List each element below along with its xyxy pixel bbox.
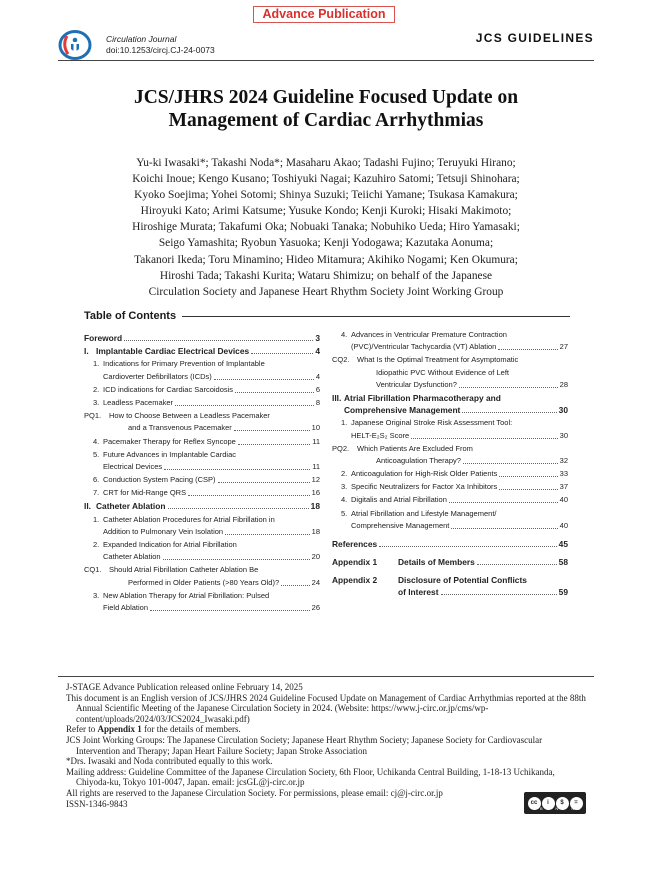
author-line: Hiroshi Tada; Takashi Kurita; Wataru Shimizu; on behalf of the Japanese [159,269,493,282]
toc-page-number: 16 [311,488,320,498]
toc-leader-dots [281,585,310,586]
cc-icon: cc [528,797,541,810]
toc-leader-dots [411,438,557,439]
author-line: Hiroshige Murata; Takafumi Oka; Nobuaki Tanaka; Nobuhiko Ueda; Hiro Yamasaki; [132,221,520,234]
toc-entry-text: Conduction System Pacing (CSP) [103,475,216,485]
toc-entry-number: Appendix 1 [332,556,378,567]
toc-entry-number: 5. [341,508,348,518]
toc-entry-text: Specific Neutralizers for Factor Xa Inhibitors [351,482,498,492]
toc-entry[interactable] [332,539,568,549]
toc-entry[interactable] [332,444,568,466]
author-line: Hiroyuki Kato; Arimi Katsume; Yusuke Kondo; Kenji Kuroki; Hisaki Makimoto; [140,205,512,218]
footnote-refer-pre: Refer to [66,724,98,735]
toc-leader-dots [218,482,310,483]
toc-column-right [332,330,568,600]
footnote-refer [66,724,588,735]
toc-entry-text: Pacemaker Therapy for Reflex Syncope [103,436,236,446]
toc-entry[interactable] [84,346,320,356]
toc-heading-text: Table of Contents [84,310,177,322]
toc-entry-text: Future Advances in Implantable Cardiac [103,449,236,459]
toc-leader-dots [499,476,557,477]
toc-entry-text: Idiopathic PVC Without Evidence of Left [376,367,509,377]
toc-entry-text: Which Patients Are Excluded From [357,443,473,453]
toc-entry-line [84,603,320,613]
toc-entry-line [332,355,568,365]
toc-entry-line [332,330,568,340]
toc-entry-line [332,380,568,390]
toc-entry-line [332,509,568,519]
toc-leader-dots [449,502,558,503]
toc-entry-text: Ventricular Dysfunction? [376,379,457,389]
toc-entry-text: and a Transvenous Pacemaker [128,423,232,433]
toc-leader-dots [234,430,310,431]
toc-entry-line [84,450,320,460]
footnote-refer-post: for the details of members. [141,724,241,735]
toc-page-number: 58 [558,556,568,567]
toc-leader-dots [499,489,557,490]
toc-entry-line [84,385,320,395]
toc-entry-line [84,565,320,575]
toc-entry-text: HELT-E₂S₂ Score [351,430,410,440]
toc-entry[interactable] [84,333,320,343]
nd-icon: = [570,797,583,810]
toc-entry-text: Expanded Indication for Atrial Fibrillation [103,540,237,549]
toc-entry-text: Comprehensive Management [351,520,450,530]
toc-page-number: 8 [315,397,320,407]
toc-entry-line [84,437,320,447]
toc-entry[interactable] [332,509,568,531]
toc-entry-number: Appendix 2 [332,574,378,585]
toc-entry-number: 2. [93,384,100,394]
toc-entry-text: ICD indications for Cardiac Sarcoidosis [103,384,234,394]
toc-page-number: 33 [559,469,568,479]
toc-page-number: 30 [559,430,568,440]
journal-name: Circulation Journal [106,34,177,44]
toc-leader-dots [451,528,557,529]
toc-entry-text: What Is the Optimal Treatment for Asymptomatic [357,355,519,365]
toc-leader-dots [175,405,314,406]
toc-entry-text: Digitalis and Atrial Fibrillation [351,495,447,505]
toc-entry-text: CRT for Mid-Range QRS [103,488,187,498]
doi: doi:10.1253/circj.CJ-24-0073 [106,45,215,55]
toc-entry[interactable] [84,437,320,447]
toc-page-number: 18 [311,526,320,536]
toc-leader-dots [150,610,310,611]
toc-entry-line [84,488,320,498]
toc-entry[interactable] [84,450,320,472]
toc-entry-line [332,431,568,441]
toc-entry-number: 2. [341,469,348,479]
toc-page-number: 28 [559,379,568,389]
toc-entry[interactable] [84,540,320,562]
toc-entry[interactable] [84,359,320,381]
author-line: Seigo Yamashita; Ryobun Yasuoka; Kenji Yodogawa; Kazutaka Aonuma; [158,237,494,250]
toc-page-number: 11 [312,436,320,446]
footnote-working-groups: JCS Joint Working Groups: The Japanese Circulation Society; Japanese Heart Rhythm Society; Japanese Society for Cardiovascular Intervention and Therapy; Japan Heart Failure Society; Japan Stroke Association [66,734,543,756]
toc-entry-text: Atrial Fibrillation and Lifestyle Management/ [351,508,497,518]
toc-entry-text: Indications for Primary Prevention of Implantable [103,359,265,369]
toc-entry-text: Electrical Devices [103,461,163,471]
author-line: Koichi Inoue; Kengo Kusano; Toshiyuki Nagai; Kazuhiro Satomi; Tetsuji Shinohara; [132,173,520,186]
toc-entry-text: Foreword [84,333,123,343]
toc-entry-text: of Interest [398,587,439,597]
toc-entry-line [84,475,320,485]
toc-leader-dots [463,463,558,464]
toc-page-number: 40 [559,520,568,530]
toc-leader-dots [163,559,310,560]
toc-entry-text: Japanese Original Stroke Risk Assessment Tool: [351,418,513,428]
toc-leader-dots [498,349,557,350]
toc-page-number: 11 [312,461,320,471]
toc-entry-text: References [332,538,378,549]
toc-entry-number: CQ1. [84,565,102,575]
journal-info [106,34,215,56]
toc-page-number: 27 [559,342,568,352]
toc-page-number: 12 [311,475,320,485]
toc-page-number: 40 [559,495,568,505]
toc-page-number: 3 [315,333,320,343]
footnote-release: J-STAGE Advance Publication released online February 14, 2025 [66,682,303,692]
footnote-issn: ISSN-1346-9843 [66,798,128,809]
toc-entry[interactable] [84,475,320,485]
toc-entry-line [332,444,568,454]
toc-entry-text: Addition to Pulmonary Vein Isolation [103,526,224,536]
toc-entry-line [84,398,320,408]
toc-entry-text: Atrial Fibrillation Pharmacotherapy and [344,392,501,403]
toc-entry-line [332,393,568,403]
toc-page-number: 24 [311,577,320,587]
toc-leader-dots [238,444,310,445]
toc-entry-text: Comprehensive Management [344,405,461,416]
toc-entry-number: III. [332,392,342,403]
toc-entry-text: Anticoagulation for High-Risk Older Patients [351,469,498,479]
toc-entry-line [332,342,568,352]
toc-leader-dots [225,534,310,535]
toc-entry-number: 3. [341,482,348,492]
toc-leader-dots [477,564,557,565]
author-line: Kyoko Soejima; Yohei Sotomi; Shinya Suzuki; Teiichi Yamane; Tsukasa Kamakura; [134,189,518,202]
toc-leader-dots [124,340,313,341]
toc-entry[interactable] [84,591,320,613]
toc-leader-dots [235,392,314,393]
toc-entry-line [84,552,320,562]
toc-column-left [84,330,320,616]
toc-entry-line [332,405,568,415]
toc-entry-line [84,515,320,525]
toc-page-number: 20 [311,552,320,562]
toc-leader-dots [168,508,309,509]
toc-entry[interactable] [332,575,568,597]
toc-entry-line [332,418,568,428]
toc-page-number: 59 [558,587,568,597]
toc-entry-line [84,540,320,550]
toc-entry[interactable] [332,418,568,440]
toc-entry[interactable] [332,393,568,415]
author-line: Circulation Society and Japanese Heart Rhythm Society Joint Working Group [148,285,504,298]
footnotes [66,682,588,809]
advance-publication-banner: Advance Publication [253,6,395,23]
toc-entry-number: 1. [341,418,348,428]
toc-entry-line [332,368,568,378]
series-label: JCS GUIDELINES [475,31,594,45]
toc-entry-line [332,469,568,479]
author-line: Yu-ki Iwasaki*; Takashi Noda*; Masaharu Akao; Tadashi Fujino; Teruyuki Hirano; [136,157,516,169]
toc-entry-text: Disclosure of Potential Conflicts [398,574,527,585]
footnote-english-version: This document is an English version of JCS/JHRS 2024 Guideline Focused Update on Management of Cardiac Arrhythmias reported at the 88th Annual Scientific Meeting of the Japanese Circulation Society in 2024. (Website: https://www.j-circ.or.jp/cms/wp-content/uploads/2024/03/JCS2024_Iwasaki.pdf) [66,692,586,724]
toc-entry-line [84,346,320,356]
toc-page-number: 4 [315,371,320,381]
toc-entry-text: Cardioverter Defibrillators (ICDs) [103,371,212,381]
toc-entry-text: Catheter Ablation Procedures for Atrial Fibrillation in [103,514,275,524]
toc-entry-text: New Ablation Therapy for Atrial Fibrillation: Pulsed [103,590,270,600]
toc-entry-number: 4. [93,436,100,446]
toc-entry-number: 3. [93,397,100,407]
toc-entry-line [84,578,320,588]
title-line: JCS/JHRS 2024 Guideline Focused Update on [133,87,519,108]
toc-leader-dots [214,379,314,380]
toc-entry-line [84,423,320,433]
toc-entry-text: Catheter Ablation [96,501,166,512]
toc-entry-text: Advances in Ventricular Premature Contraction [351,330,507,339]
toc-entry-number: 4. [341,330,348,339]
toc-entry-line [84,411,320,421]
by-icon: i [542,797,555,810]
author-list [80,155,572,300]
cc-license-label: BY NC ND [540,806,584,811]
toc-heading [84,310,570,322]
toc-entry-text: Performed in Older Patients (>80 Years Old)? [128,577,280,587]
toc-entry-line [332,482,568,492]
toc-leader-dots [188,495,310,496]
toc-entry[interactable] [84,515,320,537]
toc-entry-number: CQ2. [332,355,350,365]
toc-entry-number: 3. [93,590,100,600]
toc-leader-dots [379,546,557,547]
toc-entry-text: Leadless Pacemaker [103,397,174,407]
toc-page-number: 45 [558,538,568,549]
toc-leader-dots [251,353,313,354]
toc-entry[interactable] [84,411,320,433]
toc-entry-text: How to Choose Between a Leadless Pacemaker [109,411,270,421]
footer-divider [58,676,594,677]
toc-entry-number: PQ2. [332,443,350,453]
toc-entry-text: Should Atrial Fibrillation Catheter Ablation Be [109,565,259,575]
footnote-equal-contribution: *Drs. Iwasaki and Noda contributed equally to this work. [66,756,273,767]
toc-entry-text: (PVC)/Ventricular Tachycardia (VT) Ablation [351,342,497,352]
toc-entry-text: Field Ablation [103,602,149,612]
toc-entry-text: Details of Members [398,556,475,567]
toc-entry-line [332,539,568,549]
toc-entry[interactable] [332,495,568,505]
toc-entry-number: 1. [93,359,100,369]
footnote-mailing-address: Mailing address: Guideline Committee of the Japanese Circulation Society, 6th Floor, Uchikanda Central Building, 1-18-13 Uchikanda, Chiyoda-ku, Tokyo 101-0047, Japan. email: jcsGL@j-circ.or.jp [66,766,555,788]
toc-entry[interactable] [332,330,568,352]
toc-leader-dots [441,594,557,595]
toc-entry-line [332,557,568,567]
toc-entry[interactable] [84,488,320,498]
toc-entry-line [332,587,568,597]
toc-entry[interactable] [84,385,320,395]
toc-entry-number: 5. [93,449,100,459]
toc-leader-dots [459,387,558,388]
toc-page-number: 6 [315,384,320,394]
toc-page-number: 37 [559,482,568,492]
toc-entry-line [84,372,320,382]
nc-icon: $ [556,797,569,810]
toc-entry-number: PQ1. [84,411,102,421]
toc-entry-number: II. [84,501,91,512]
toc-entry-number: 2. [93,540,100,549]
toc-entry-text: Implantable Cardiac Electrical Devices [96,346,250,357]
toc-entry-number: 1. [93,514,100,524]
toc-entry-line [84,359,320,369]
toc-entry[interactable] [332,469,568,479]
toc-entry-number: 4. [341,495,348,505]
toc-page-number: 4 [315,346,320,357]
toc-entry-text: Catheter Ablation [103,552,161,562]
toc-entry-line [332,521,568,531]
toc-entry[interactable] [332,355,568,389]
toc-entry[interactable] [84,398,320,408]
footnote-rights: All rights are reserved to the Japanese Circulation Society. For permissions, please email: cj@j-circ.or.jp [66,787,443,798]
document-title [58,86,594,132]
toc-entry-text: Anticoagulation Therapy? [376,455,461,465]
toc-page-number: 10 [311,423,320,433]
toc-entry-line [332,456,568,466]
toc-entry-line [332,495,568,505]
toc-entry-line [84,462,320,472]
toc-entry[interactable] [84,501,320,511]
title-line: Management of Cardiac Arrhythmias [168,110,484,131]
toc-entry-line [84,591,320,601]
toc-page-number: 30 [558,405,568,416]
footnote-appendix-link[interactable]: Appendix 1 [97,724,142,735]
toc-entry-line [84,333,320,343]
toc-entry[interactable] [332,557,568,567]
toc-page-number: 18 [310,501,320,512]
toc-entry[interactable] [332,482,568,492]
toc-entry-line [332,575,568,585]
toc-leader-dots [462,412,556,413]
toc-heading-rule [182,316,570,317]
author-line: Takanori Ikeda; Toru Minamino; Hideo Mitamura; Akihiko Nogami; Ken Okumura; [134,253,518,266]
header-divider [58,60,594,61]
toc-leader-dots [164,469,310,470]
toc-entry-line [84,527,320,537]
toc-entry-line [84,501,320,511]
toc-page-number: 32 [559,455,568,465]
toc-entry-number: 6. [93,475,100,485]
toc-page-number: 26 [311,602,320,612]
toc-entry-number: I. [84,346,89,357]
toc-entry-number: 7. [93,488,100,498]
toc-entry[interactable] [84,565,320,587]
journal-logo-icon [58,30,94,60]
